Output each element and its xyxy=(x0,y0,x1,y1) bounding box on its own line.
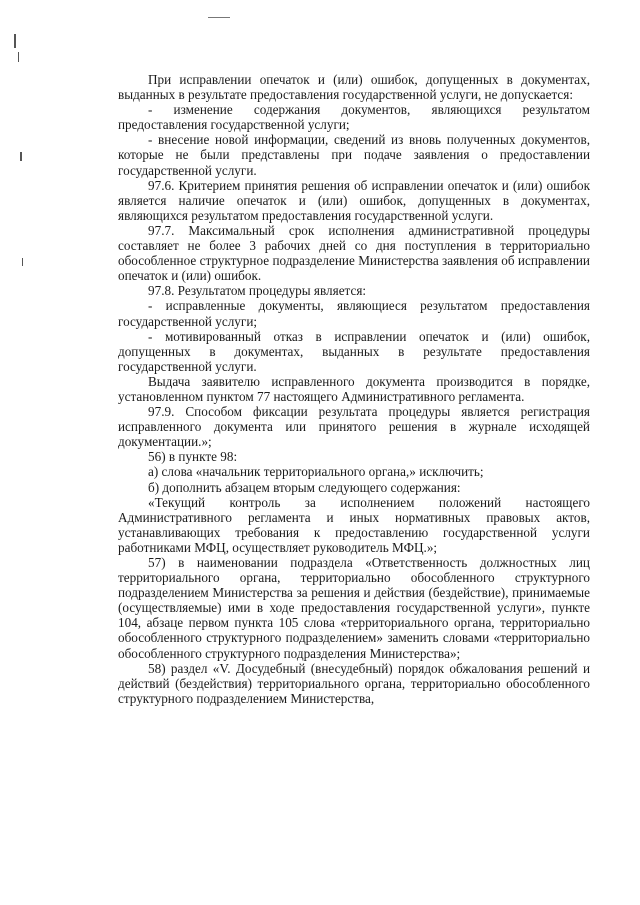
paragraph-issuance: Выдача заявителю исправленного документа производится в порядке, установленном пунктом 77 настоящего Административного регламента. xyxy=(118,373,590,404)
paragraph-57: 57) в наименовании подраздела «Ответственность должностных лиц территориального органа, территориально обособленного структурного подразделением Министерства за решения и действия (бездействие), принимаемые (осуществляемые) ими в ходе предоставления государственной услуги», пункте 104, абзаце первом пункта 105 слова «территориального органа, территориально обособленного структурного подразделением» заменить словами «территориально обособленного структурного подразделения Министерства»; xyxy=(118,555,590,661)
paragraph-56-a: а) слова «начальник территориального органа,» исключить; xyxy=(148,464,484,480)
scan-artifact-top xyxy=(208,17,230,18)
paragraph-item: - изменение содержания документов, являющихся результатом предоставления государственной услуги; xyxy=(118,102,590,133)
scan-artifact-margin xyxy=(18,52,19,62)
paragraph-56-b: б) дополнить абзацем вторым следующего содержания: xyxy=(148,479,461,495)
paragraph-intro: При исправлении опечаток и (или) ошибок, допущенных в документах, выданных в результате предоставления государственной услуги, не допускается: xyxy=(118,72,590,103)
paragraph-56: 56) в пункте 98: xyxy=(148,449,238,465)
paragraph-item: - мотивированный отказ в исправлении опечаток и (или) ошибок, допущенных в документах, выданных в результате предоставления государственной услуги. xyxy=(118,328,590,374)
paragraph-item: - исправленные документы, являющиеся результатом предоставления государственной услуги; xyxy=(118,298,590,329)
scan-artifact-margin xyxy=(22,258,23,266)
paragraph-97-8: 97.8. Результатом процедуры является: xyxy=(148,283,367,299)
paragraph-item: - внесение новой информации, сведений из вновь полученных документов, которые не были представлены при подаче заявления о предоставлении государственной услуги. xyxy=(118,132,590,178)
paragraph-97-6: 97.6. Критерием принятия решения об исправлении опечаток и (или) ошибок является наличие опечаток и (или) ошибок, допущенных в документах, являющихся результатом предоставления государственной услуги. xyxy=(118,177,590,223)
paragraph-97-9: 97.9. Способом фиксации результата процедуры является регистрация исправленного документа или принятого решения в журнале исходящей документации.»; xyxy=(118,404,590,450)
scan-artifact-margin xyxy=(20,152,22,161)
paragraph-97-7: 97.7. Максимальный срок исполнения административной процедуры составляет не более 3 рабочих дней со дня поступления в территориально обособленное структурное подразделение Министерства заявления об исправлении опечаток и (или) ошибок. xyxy=(118,222,590,284)
document-body xyxy=(118,72,590,706)
paragraph-quote-control: «Текущий контроль за исполнением положений настоящего Административного регламента и иных нормативных правовых актов, устанавливающих требования к предоставлению государственной услуги работниками МФЦ, осуществляет руководитель МФЦ.»; xyxy=(118,494,590,555)
paragraph-58: 58) раздел «V. Досудебный (внесудебный) порядок обжалования решений и действий (бездействия) территориального органа, территориально обособленного структурного подразделением Министерства, xyxy=(118,660,590,706)
scan-artifact-margin xyxy=(14,34,16,48)
